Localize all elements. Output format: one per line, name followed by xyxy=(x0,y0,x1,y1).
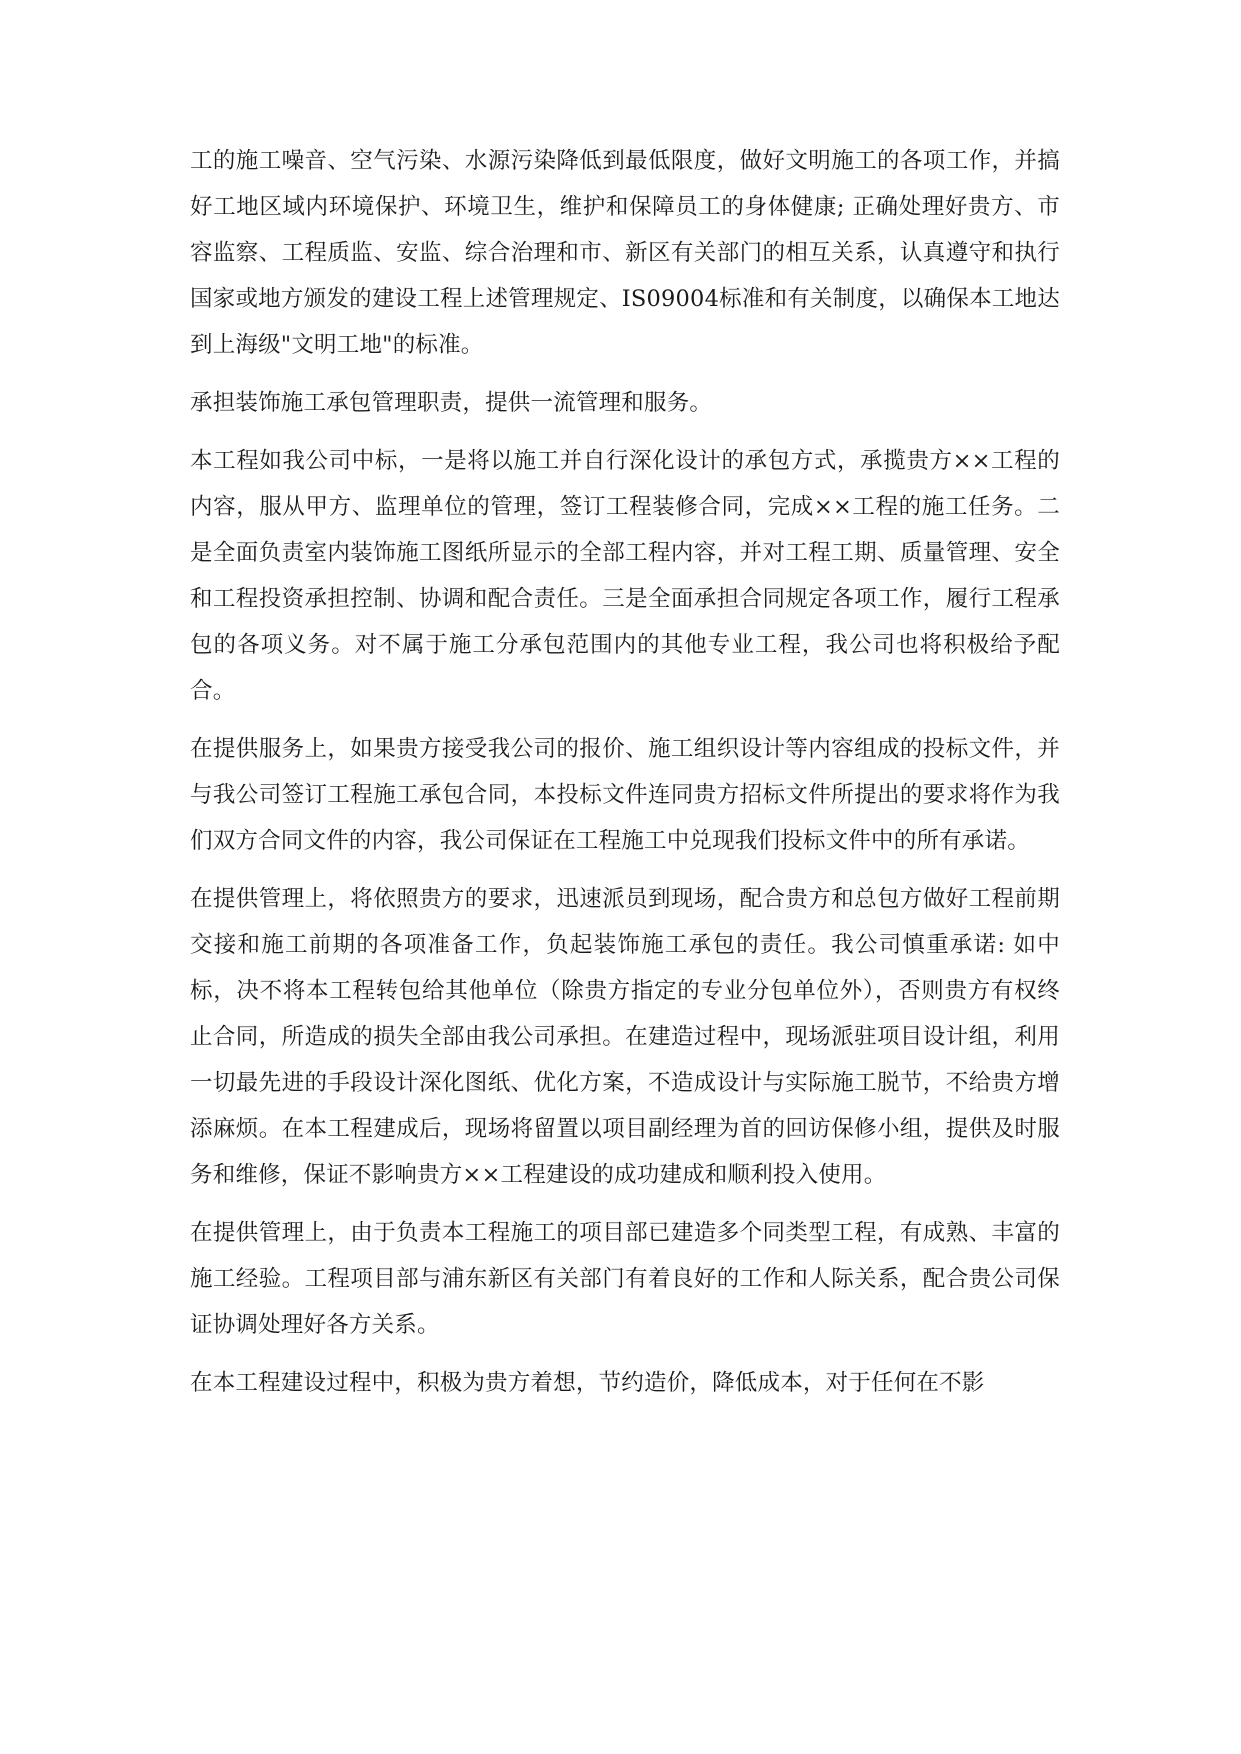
paragraph-management-duty: 承担装饰施工承包管理职责，提供一流管理和服务。 xyxy=(190,390,713,416)
paragraph-service-commitment: 在提供服务上，如果贵方接受我公司的报价、施工组织设计等内容组成的投标文件，并与我公司签订工程施工承包合同，本投标文件连同贵方招标文件所提出的要求将作为我们双方合同文件的内容，我公司保证在工程施工中兑现我们投标文件中的所有承诺。 xyxy=(190,736,1060,854)
paragraph-contract-scope: 本工程如我公司中标，一是将以施工并自行深化设计的承包方式，承揽贵方××工程的内容，服从甲方、监理单位的管理，签订工程装修合同，完成××工程的施工任务。二是全面负责室内装饰施工图纸所显示的全部工程内容，并对工程工期、质量管理、安全和工程投资承担控制、协调和配合责任。三是全面承担合同规定各项工作，履行工程承包的各项义务。对不属于施工分承包范围内的其他专业工程，我公司也将积极给予配合。 xyxy=(190,448,1060,704)
paragraph-project-experience: 在提供管理上，由于负责本工程施工的项目部已建造多个同类型工程，有成熟、丰富的施工经验。工程项目部与浦东新区有关部门有着良好的工作和人际关系，配合贵公司保证协调处理好各方关系。 xyxy=(190,1220,1060,1338)
paragraph-cost-saving: 在本工程建设过程中，积极为贵方着想，节约造价，降低成本，对于任何在不影 xyxy=(190,1370,985,1396)
paragraph-civilized-construction: 工的施工噪音、空气污染、水源污染降低到最低限度，做好文明施工的各项工作，并搞好工地区域内环境保护、环境卫生，维护和保障员工的身体健康; 正确处理好贵方、市容监察、工程质监、安监、综合治理和市、新区有关部门的相互关系，认真遵守和执行国家或地方颁发的建设工程上述管理规定、IS09004标准和有关制度，以确保本工地达到上海级"文明工地"的标准。 xyxy=(190,148,1060,358)
paragraph-management-commitment: 在提供管理上，将依照贵方的要求，迅速派员到现场，配合贵方和总包方做好工程前期交接和施工前期的各项准备工作，负起装饰施工承包的责任。我公司慎重承诺: 如中标，决不将本工程转包给其他单位（除贵方指定的专业分包单位外），否则贵方有权终止合同，所造成的损失全部由我公司承担。在建造过程中，现场派驻项目设计组，利用一切最先进的手段设计深化图纸、优化方案，不造成设计与实际施工脱节，不给贵方增添麻烦。在本工程建成后，现场将留置以项目副经理为首的回访保修小组，提供及时服务和维修，保证不影响贵方××工程建设的成功建成和顺利投入使用。 xyxy=(190,886,1060,1188)
document-body xyxy=(190,138,1060,1418)
